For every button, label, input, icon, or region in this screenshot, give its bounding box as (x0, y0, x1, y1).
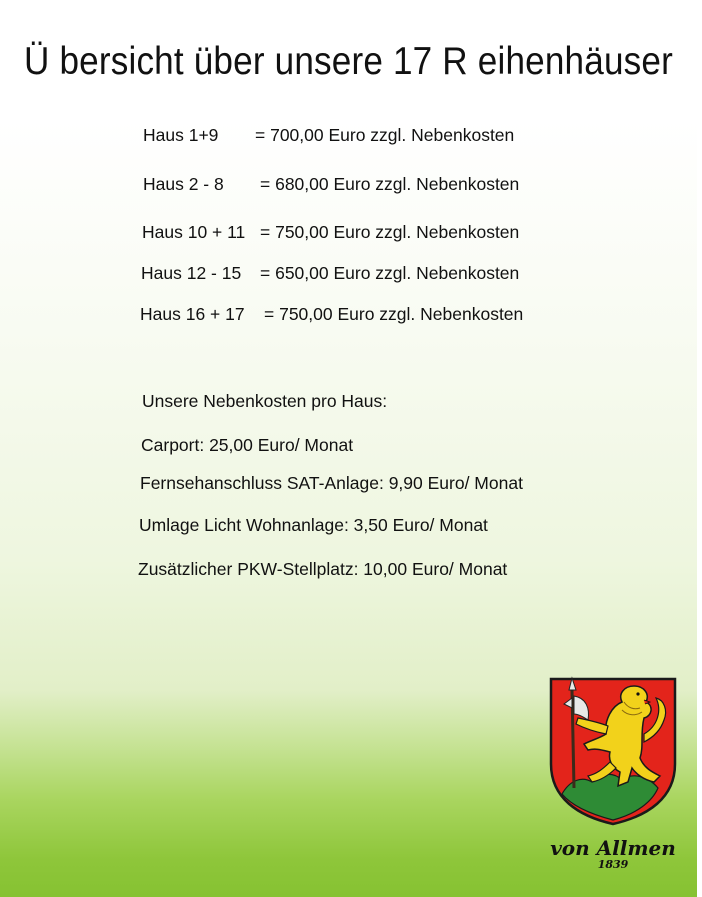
price-value: = 750,00 Euro zzgl. Nebenkosten (264, 304, 524, 324)
price-houses: Haus 2 - 8 (143, 174, 224, 194)
price-houses: Haus 16 + 17 (140, 304, 245, 324)
costs-heading: Unsere Nebenkosten pro Haus: (142, 391, 388, 411)
crest-name: von Allmen (550, 836, 676, 860)
price-value: = 700,00 Euro zzgl. Nebenkosten (255, 125, 515, 145)
cost-item-sat: Fernsehanschluss SAT-Anlage: 9,90 Euro/ Monat (140, 473, 523, 493)
cost-item-licht: Umlage Licht Wohnanlage: 3,50 Euro/ Monat (139, 515, 488, 535)
price-value: = 650,00 Euro zzgl. Nebenkosten (260, 263, 520, 283)
coat-of-arms-icon (548, 676, 678, 826)
price-houses: Haus 1+9 (143, 125, 219, 145)
crest-year: 1839 (597, 858, 629, 871)
price-value: = 680,00 Euro zzgl. Nebenkosten (260, 174, 520, 194)
price-houses: Haus 10 + 11 (142, 222, 246, 242)
cost-item-stellplatz: Zusätzlicher PKW-Stellplatz: 10,00 Euro/ Monat (138, 559, 508, 579)
price-houses: Haus 12 - 15 (141, 263, 242, 283)
cost-item-carport: Carport: 25,00 Euro/ Monat (141, 435, 354, 455)
crest-caption (548, 838, 678, 872)
price-value: = 750,00 Euro zzgl. Nebenkosten (260, 222, 520, 242)
page-edge (697, 0, 702, 897)
page-title: Ü bersicht über unsere 17 R eihenhäuser (24, 40, 673, 83)
